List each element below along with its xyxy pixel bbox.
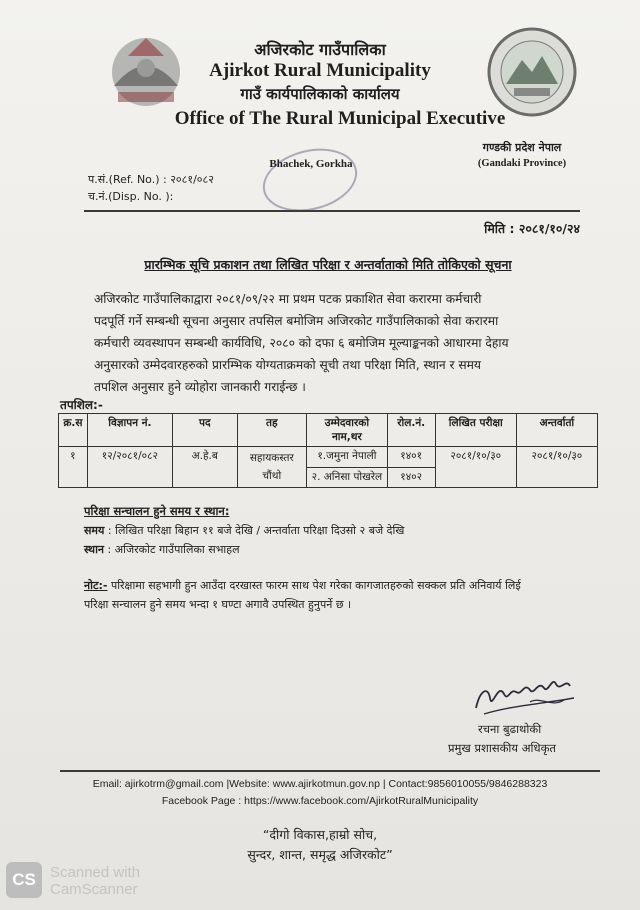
table-row [59, 447, 598, 468]
col-roll: रोल.नं. [387, 414, 435, 447]
header-divider [84, 210, 580, 212]
letter-date: मिति : २०८१/१०/२४ [484, 221, 580, 236]
cell-candidate: २. अनिसा पोखरेल [307, 467, 388, 488]
paragraph-line: अनुसारको उम्मेदवारहरुको प्रारम्भिक योग्यताक्रमको सूची तथा परिक्षा मिति, स्थान र समय [94, 358, 481, 372]
level-line: सहायकस्तर [249, 452, 294, 464]
cell-roll: १४०२ [387, 467, 435, 488]
province-en: (Gandaki Province) [477, 158, 567, 169]
exam-place-label: स्थान [84, 543, 105, 556]
paragraph-line: पदपूर्ति गर्ने सम्बन्धी सूचना अनुसार तपसिल बमोजिम अजिरकोट गाउँपालिकाको सेवा करारमा [94, 314, 499, 328]
office-stamp [256, 139, 364, 220]
paragraph-line: अजिरकोट गाउँपालिकाद्वारा २०८१/०९/२२ मा प्रथम पटक प्रकाशित सेवा करारमा कर्मचारी [94, 292, 482, 306]
exam-time [84, 523, 584, 538]
office-address: Bhachek, Gorkha [269, 158, 353, 170]
exam-place [84, 542, 584, 557]
col-interview: अन्तर्वार्ता [516, 414, 597, 447]
ref-number: प.सं.(Ref. No.) : २०८१/०८२ [88, 173, 214, 186]
slogan-line-2: सुन्दर, शान्त, समृद्ध अजिरकोट” [247, 847, 393, 862]
footer-facebook: Facebook Page : https://www.facebook.com/AjirkotRuralMunicipality [161, 795, 479, 807]
col-written: लिखित परीक्षा [435, 414, 516, 447]
cell-written: २०८१/१०/३० [435, 447, 516, 488]
note-block [84, 576, 604, 614]
cell-roll: १४०१ [387, 447, 435, 468]
exam-place-value: : अजिरकोट गाउँपालिका सभाहल [104, 543, 240, 556]
col-candidate: उम्मेदवारको नाम,थर [307, 414, 388, 447]
office-name-np: गाउँ कार्यपालिकाको कार्यालय [240, 85, 400, 103]
cell-sn: १ [59, 447, 88, 488]
exam-heading: परिक्षा सन्चालन हुने समय र स्थान: [84, 504, 230, 518]
camscanner-watermark [50, 864, 140, 898]
signature-image [470, 668, 582, 724]
exam-time-value: : लिखित परिक्षा बिहान ११ बजे देखि / अन्तर्वाता परिक्षा दिउसो २ बजे देखि [104, 524, 405, 537]
watermark-line-2: CamScanner [50, 881, 138, 898]
paragraph-line: कर्मचारी व्यवस्थापन सम्बन्धी कार्यविधि, २०८० को दफा ६ बमोजिम मूल्याङ्कनको आधारमा देहाय [94, 336, 509, 350]
notice-paragraph [94, 288, 580, 398]
col-advertisement: विज्ञापन नं. [87, 414, 172, 447]
col-sn: क्र.स [59, 414, 88, 447]
municipality-logo [486, 26, 578, 118]
cell-interview: २०८१/१०/३० [516, 447, 597, 488]
tapashil-label: तपशिल:- [60, 398, 103, 412]
watermark-line-1: Scanned with [50, 864, 141, 881]
cell-advertisement: १२/२०८१/०८२ [87, 447, 172, 488]
col-post: पद [173, 414, 238, 447]
paragraph-line: तपशिल अनुसार हुने व्योहोरा जानकारी गराईन्छ । [94, 380, 306, 394]
camscanner-logo: CS [6, 862, 42, 898]
table-header-row [59, 414, 598, 447]
cell-level [237, 447, 307, 488]
cell-post: अ.हे.ब [173, 447, 238, 488]
note-label: नोट:- [84, 579, 108, 592]
municipality-name-np: अजिरकोट गाउँपालिका [254, 40, 386, 59]
footer-divider [60, 770, 600, 772]
office-name-en: Office of The Rural Municipal Executive [174, 108, 506, 129]
level-line: चौंथो [262, 470, 282, 482]
footer-contact: Email: ajirkotrm@gmail.com |Website: www.ajirkotmun.gov.np | Contact:9856010055/9846288323 [92, 778, 548, 790]
notice-title: प्रारम्भिक सूचि प्रकाशन तथा लिखित परिक्षा र अन्तर्वाताको मिति तोकिएको सूचना [144, 257, 512, 272]
cell-candidate: १.जमुना नेपाली [307, 447, 388, 468]
exam-time-label: समय [84, 524, 105, 537]
note-line-1 [84, 576, 604, 595]
signatory-name: रचना बुढाथोकी [478, 722, 542, 736]
col-level: तह [237, 414, 307, 447]
note-line-2: परिक्षा सन्चालन हुने समय भन्दा १ घण्टा अगावै उपस्थित हुनुपर्ने छ । [84, 598, 352, 611]
province-np: गण्डकी प्रदेश नेपाल [482, 141, 562, 154]
signatory-designation: प्रमुख प्रशासकीय अधिकृत [448, 741, 556, 755]
note-text-1: परिक्षामा सहभागी हुन आउँदा दरखास्त फारम साथ पेश गरेका कागजातहरुको सक्कल प्रति अनिवार्य लिई [107, 579, 521, 592]
candidate-table [58, 413, 598, 488]
dispatch-number: च.नं.(Disp. No. ): [88, 190, 174, 203]
slogan-line-1: “दीगो विकास,हाम्रो सोच, [262, 827, 378, 842]
municipality-name-en: Ajirkot Rural Municipality [209, 60, 431, 81]
